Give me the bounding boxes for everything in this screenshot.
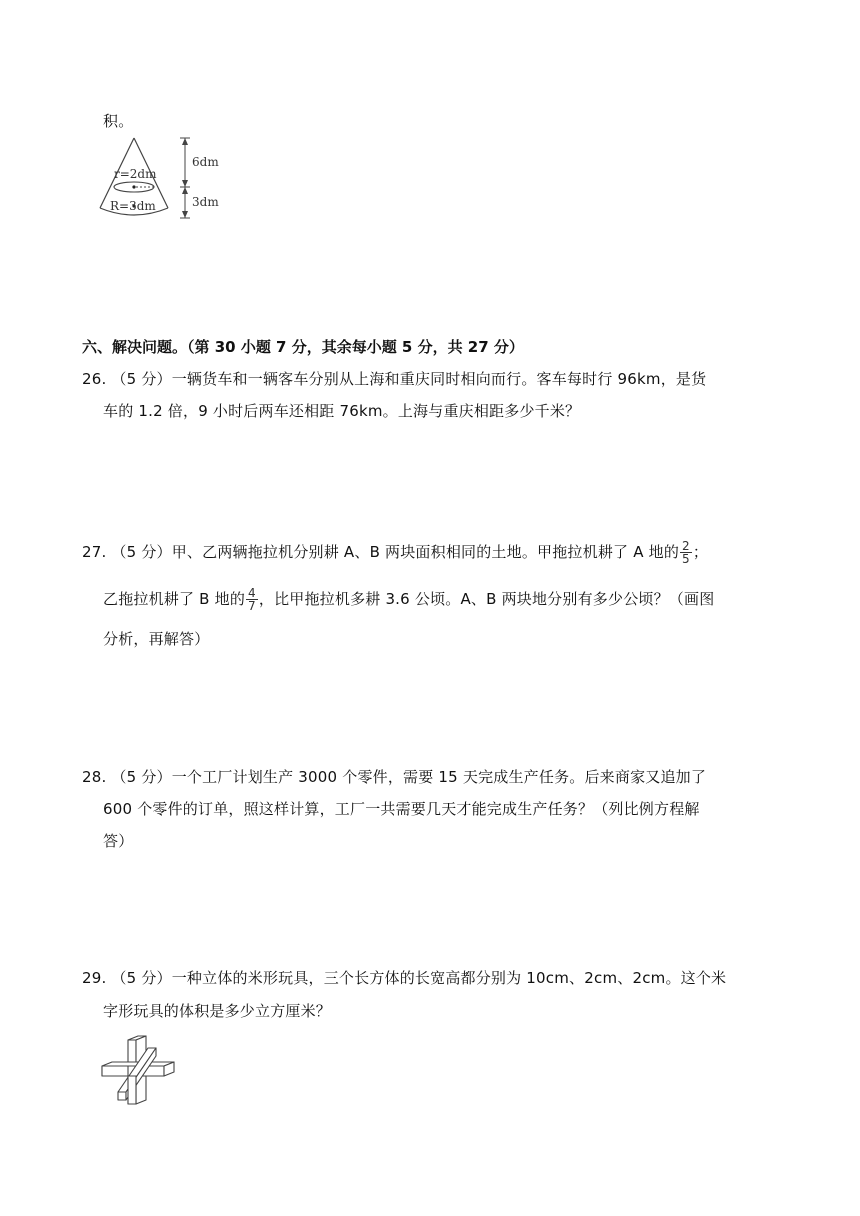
cross-toy-figure bbox=[98, 1034, 180, 1112]
question-29-line-2: 字形玩具的体积是多少立方厘米？ bbox=[103, 1002, 332, 1020]
question-26-line-2: 车的 1.2 倍，9 小时后两车还相距 76km。上海与重庆相距多少千米？ bbox=[103, 402, 581, 420]
bottom-height-label: 3dm bbox=[192, 195, 219, 209]
question-27-line-2: 乙拖拉机耕了 B 地的 $\frac{4}{7}$ ，比甲拖拉机多耕 3.6 公顷。A、B 两块地分别有多少公顷？（画图 bbox=[103, 586, 715, 613]
question-27-line-1: 27. （5 分）甲、乙两辆拖拉机分别耕 A、B 两块面积相同的土地。甲拖拉机耕了 A 地的 $\frac{2}{5}$ ； bbox=[82, 539, 709, 566]
previous-question-tail: 积。 bbox=[103, 112, 134, 130]
question-28-line-1: 28. （5 分）一个工厂计划生产 3000 个零件，需要 15 天完成生产任务。后来商家又追加了 bbox=[82, 768, 707, 786]
section-title: 六、解决问题。（第 30 小题 7 分，其余每小题 5 分，共 27 分） bbox=[82, 338, 524, 356]
question-28-line-2: 600 个零件的订单，照这样计算，工厂一共需要几天才能完成生产任务？（列比例方程解 bbox=[103, 800, 700, 818]
question-28-line-3: 答） bbox=[103, 832, 134, 850]
large-radius-label: R=3dm bbox=[110, 199, 156, 213]
small-radius-label: r=2dm bbox=[114, 167, 157, 181]
fraction-two-fifths: $\frac{2}{5}$ bbox=[682, 539, 690, 566]
question-27-line-3: 分析，再解答） bbox=[103, 630, 210, 648]
top-height-label: 6dm bbox=[192, 155, 219, 169]
question-26-line-1: 26. （5 分）一辆货车和一辆客车分别从上海和重庆同时相向而行。客车每时行 96km，是货 bbox=[82, 370, 707, 388]
fraction-four-sevenths: $\frac{4}{7}$ bbox=[248, 586, 256, 613]
question-29-line-1: 29. （5 分）一种立体的米形玩具，三个长方体的长宽高都分别为 10cm、2cm、2cm。这个米 bbox=[82, 969, 727, 987]
question-27-text-a: 27. （5 分）甲、乙两辆拖拉机分别耕 A、B 两块面积相同的土地。甲拖拉机耕了 A 地的 bbox=[82, 543, 680, 561]
frustum-figure bbox=[96, 134, 226, 226]
cut-center-dot bbox=[132, 185, 135, 188]
